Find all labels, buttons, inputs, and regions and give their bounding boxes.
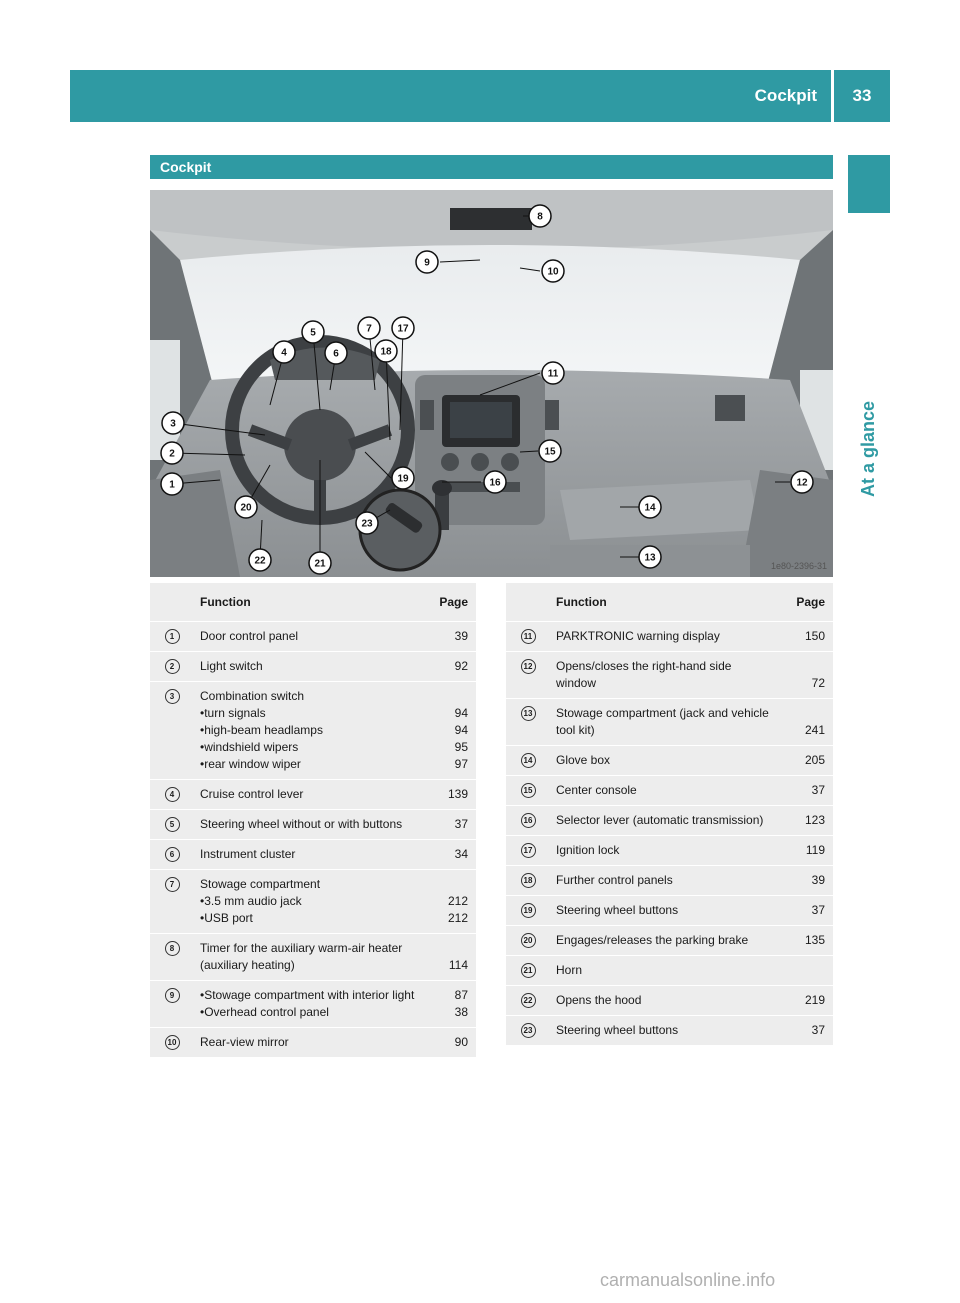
table-row bbox=[150, 810, 476, 840]
callout-number: 13 bbox=[521, 706, 536, 721]
page-cell bbox=[777, 986, 833, 1016]
callout-label: 18 bbox=[380, 346, 392, 358]
function-text: PARKTRONIC warning display bbox=[556, 629, 720, 643]
callout-22 bbox=[249, 549, 271, 571]
callout-label: 23 bbox=[361, 518, 373, 530]
table-row bbox=[150, 622, 476, 652]
page-ref: 241 bbox=[804, 723, 825, 737]
callout-number: 18 bbox=[521, 873, 536, 888]
callout-number: 21 bbox=[521, 963, 536, 978]
callout-number: 19 bbox=[521, 903, 536, 918]
callout-number: 16 bbox=[521, 813, 536, 828]
callout-label: 22 bbox=[254, 555, 266, 567]
page-ref: 219 bbox=[804, 993, 825, 1007]
callout-label: 19 bbox=[397, 473, 409, 485]
page-cell bbox=[420, 810, 476, 840]
page-cell bbox=[777, 806, 833, 836]
page-ref: 123 bbox=[804, 813, 825, 827]
callout-18 bbox=[375, 340, 397, 362]
page-cell bbox=[777, 776, 833, 806]
table-row bbox=[506, 806, 833, 836]
page-cell bbox=[420, 870, 476, 934]
function-cell bbox=[194, 780, 420, 810]
function-text: Stowage compartment bbox=[200, 877, 321, 891]
table-row bbox=[150, 652, 476, 682]
callout-label: 21 bbox=[314, 558, 326, 570]
callout-20 bbox=[235, 496, 257, 518]
callout-number: 8 bbox=[165, 941, 180, 956]
callout-23 bbox=[356, 512, 378, 534]
function-cell bbox=[550, 836, 777, 866]
table-header-row bbox=[506, 583, 833, 622]
function-text: Light switch bbox=[200, 659, 263, 673]
column-number-header bbox=[506, 583, 550, 622]
table-row bbox=[506, 652, 833, 699]
callout-6 bbox=[325, 342, 347, 364]
function-cell bbox=[550, 896, 777, 926]
callout-label: 13 bbox=[644, 552, 656, 564]
callout-label: 4 bbox=[281, 347, 287, 359]
function-text: Engages/releases the parking brake bbox=[556, 933, 749, 947]
function-cell bbox=[194, 622, 420, 652]
table-header-row bbox=[150, 583, 476, 622]
page-ref: 72 bbox=[811, 676, 825, 690]
function-text: • USB port bbox=[200, 910, 416, 927]
page-cell bbox=[420, 840, 476, 870]
callout-21 bbox=[309, 552, 331, 574]
table-row bbox=[150, 870, 476, 934]
function-text: Combination switch bbox=[200, 689, 305, 703]
page-ref: 39 bbox=[811, 873, 825, 887]
function-cell bbox=[550, 956, 777, 986]
column-number-header bbox=[150, 583, 194, 622]
function-cell bbox=[550, 926, 777, 956]
callout-label: 8 bbox=[537, 211, 543, 223]
callout-19 bbox=[392, 467, 414, 489]
function-cell bbox=[194, 870, 420, 934]
page-cell bbox=[420, 652, 476, 682]
callout-number: 1 bbox=[165, 629, 180, 644]
page-ref bbox=[777, 962, 825, 979]
callout-label: 1 bbox=[169, 479, 175, 491]
function-text: Opens the hood bbox=[556, 993, 642, 1007]
table-row bbox=[150, 934, 476, 981]
page-ref: 114 bbox=[448, 958, 468, 972]
function-text: • Stowage compartment with interior light bbox=[200, 987, 416, 1004]
page-ref: 94 bbox=[454, 723, 468, 737]
function-text: • Overhead control panel bbox=[200, 1004, 416, 1021]
table-row bbox=[506, 866, 833, 896]
callout-2 bbox=[161, 442, 183, 464]
table-row bbox=[150, 840, 476, 870]
function-text: Cruise control lever bbox=[200, 787, 304, 801]
function-cell bbox=[550, 776, 777, 806]
function-text: • rear window wiper bbox=[200, 756, 416, 773]
table-row bbox=[506, 776, 833, 806]
function-cell bbox=[550, 1016, 777, 1046]
function-cell bbox=[194, 682, 420, 780]
callout-label: 11 bbox=[547, 368, 559, 380]
function-cell bbox=[194, 840, 420, 870]
function-text: Door control panel bbox=[200, 629, 299, 643]
page-ref bbox=[420, 688, 468, 705]
callout-label: 20 bbox=[240, 502, 252, 514]
table-row bbox=[506, 1016, 833, 1046]
page-ref: 139 bbox=[447, 787, 468, 801]
callout-label: 10 bbox=[547, 266, 559, 278]
table-row bbox=[506, 986, 833, 1016]
column-page-header: Page bbox=[420, 583, 476, 622]
table-row bbox=[506, 699, 833, 746]
page-header bbox=[70, 70, 890, 122]
page-ref: 87 bbox=[454, 988, 468, 1002]
callout-number: 14 bbox=[521, 753, 536, 768]
function-text: Center console bbox=[556, 783, 637, 797]
callout-number: 4 bbox=[165, 787, 180, 802]
function-text: Rear-view mirror bbox=[200, 1035, 289, 1049]
page-cell bbox=[777, 746, 833, 776]
callout-17 bbox=[392, 317, 414, 339]
function-text: • high-beam headlamps bbox=[200, 722, 416, 739]
page-ref: 150 bbox=[804, 629, 825, 643]
watermark: carmanualsonline.info bbox=[600, 1270, 776, 1290]
page-cell bbox=[420, 780, 476, 810]
page-cell bbox=[777, 926, 833, 956]
function-text: • turn signals bbox=[200, 705, 416, 722]
callout-label: 14 bbox=[644, 502, 656, 514]
callout-number: 17 bbox=[521, 843, 536, 858]
function-text: Glove box bbox=[556, 753, 611, 767]
function-text: • windshield wipers bbox=[200, 739, 416, 756]
page-number: 33 bbox=[852, 86, 872, 105]
function-cell bbox=[550, 622, 777, 652]
callout-label: 6 bbox=[333, 348, 339, 360]
header-title: Cockpit bbox=[754, 86, 817, 105]
table-row bbox=[506, 746, 833, 776]
function-text: Steering wheel buttons bbox=[556, 1023, 679, 1037]
page-cell bbox=[777, 836, 833, 866]
function-text: Selector lever (automatic transmission) bbox=[556, 813, 764, 827]
callout-number: 7 bbox=[165, 877, 180, 892]
page-ref: 92 bbox=[454, 659, 468, 673]
callout-5 bbox=[302, 321, 324, 343]
callout-1 bbox=[161, 473, 183, 495]
callout-9 bbox=[416, 251, 438, 273]
callout-12 bbox=[791, 471, 813, 493]
page-ref: 119 bbox=[805, 843, 825, 857]
page-ref: 39 bbox=[454, 629, 468, 643]
function-cell bbox=[550, 986, 777, 1016]
callout-number: 15 bbox=[521, 783, 536, 798]
callout-label: 16 bbox=[489, 477, 501, 489]
page-ref: 37 bbox=[454, 817, 468, 831]
table-row bbox=[506, 926, 833, 956]
callout-7 bbox=[358, 317, 380, 339]
page-cell bbox=[777, 622, 833, 652]
function-cell bbox=[194, 1028, 420, 1058]
callout-4 bbox=[273, 341, 295, 363]
chapter-tab-label: At a glance bbox=[858, 400, 878, 497]
chapter-tab bbox=[848, 155, 890, 835]
callout-10 bbox=[542, 260, 564, 282]
page-cell bbox=[420, 622, 476, 652]
table-row bbox=[506, 956, 833, 986]
callout-label: 12 bbox=[796, 477, 808, 489]
cockpit-figure bbox=[150, 190, 833, 577]
page-ref: 135 bbox=[804, 933, 825, 947]
page-ref: 38 bbox=[454, 1005, 468, 1019]
function-table-left bbox=[150, 583, 476, 1058]
function-text: Timer for the auxiliary warm-air heater (auxiliary heating) bbox=[200, 941, 403, 972]
callout-label: 2 bbox=[169, 448, 175, 460]
page-ref: 95 bbox=[454, 740, 468, 754]
callout-label: 17 bbox=[397, 323, 409, 335]
page-ref: 212 bbox=[447, 911, 468, 925]
table-row bbox=[150, 1028, 476, 1058]
function-cell bbox=[550, 806, 777, 836]
function-text: Stowage compartment (jack and vehicle tool kit) bbox=[556, 706, 769, 737]
page-cell bbox=[777, 652, 833, 699]
function-text: Instrument cluster bbox=[200, 847, 296, 861]
page-ref: 37 bbox=[811, 903, 825, 917]
function-cell bbox=[550, 652, 777, 699]
section-title: Cockpit bbox=[150, 155, 833, 179]
callout-label: 9 bbox=[424, 257, 430, 269]
page-cell bbox=[420, 682, 476, 780]
callout-13 bbox=[639, 546, 661, 568]
function-text: Opens/closes the right-hand side window bbox=[556, 659, 732, 690]
callout-14 bbox=[639, 496, 661, 518]
page-ref: 34 bbox=[454, 847, 468, 861]
callout-number: 2 bbox=[165, 659, 180, 674]
table-row bbox=[506, 896, 833, 926]
page-ref: 212 bbox=[447, 894, 468, 908]
callout-number: 23 bbox=[521, 1023, 536, 1038]
callout-number: 11 bbox=[521, 629, 536, 644]
callout-label: 3 bbox=[170, 418, 176, 430]
table-row bbox=[506, 622, 833, 652]
function-cell bbox=[550, 699, 777, 746]
callout-11 bbox=[542, 362, 564, 384]
function-text: Further control panels bbox=[556, 873, 673, 887]
table-row bbox=[150, 780, 476, 810]
column-page-header: Page bbox=[777, 583, 833, 622]
page-ref: 90 bbox=[454, 1035, 468, 1049]
function-table-right bbox=[506, 583, 833, 1046]
callout-number: 12 bbox=[521, 659, 536, 674]
callout-number: 6 bbox=[165, 847, 180, 862]
page-ref: 205 bbox=[804, 753, 825, 767]
table-row bbox=[150, 682, 476, 780]
callout-8 bbox=[529, 205, 551, 227]
figure-image-code: 1e80-2396-31 bbox=[770, 561, 827, 571]
page-ref: 37 bbox=[811, 1023, 825, 1037]
column-function-header: Function bbox=[194, 583, 420, 622]
page-cell bbox=[777, 866, 833, 896]
table-row bbox=[150, 981, 476, 1028]
callout-number: 3 bbox=[165, 689, 180, 704]
callout-16 bbox=[484, 471, 506, 493]
function-text: • 3.5 mm audio jack bbox=[200, 893, 416, 910]
chapter-tab-marker bbox=[848, 155, 890, 213]
callout-number: 9 bbox=[165, 988, 180, 1003]
callout-label: 5 bbox=[310, 327, 316, 339]
function-text: Steering wheel without or with buttons bbox=[200, 817, 403, 831]
function-cell bbox=[194, 934, 420, 981]
function-text: Ignition lock bbox=[556, 843, 620, 857]
function-cell bbox=[194, 652, 420, 682]
page-cell bbox=[777, 896, 833, 926]
callout-3 bbox=[162, 412, 184, 434]
page-ref: 94 bbox=[454, 706, 468, 720]
function-cell bbox=[550, 866, 777, 896]
page-cell bbox=[777, 1016, 833, 1046]
page-cell bbox=[777, 699, 833, 746]
callout-number: 20 bbox=[521, 933, 536, 948]
callout-number: 22 bbox=[521, 993, 536, 1008]
function-cell bbox=[550, 746, 777, 776]
column-function-header: Function bbox=[550, 583, 777, 622]
callout-number: 10 bbox=[165, 1035, 180, 1050]
page-ref: 97 bbox=[454, 757, 468, 771]
function-text: Horn bbox=[556, 963, 583, 977]
callout-number: 5 bbox=[165, 817, 180, 832]
function-cell bbox=[194, 810, 420, 840]
page-ref bbox=[420, 876, 468, 893]
callout-label: 7 bbox=[366, 323, 372, 335]
table-row bbox=[506, 836, 833, 866]
page-cell bbox=[420, 1028, 476, 1058]
function-cell bbox=[194, 981, 420, 1028]
page-ref: 37 bbox=[811, 783, 825, 797]
page-cell bbox=[420, 934, 476, 981]
page-cell bbox=[420, 981, 476, 1028]
callout-label: 15 bbox=[544, 446, 556, 458]
callout-15 bbox=[539, 440, 561, 462]
function-text: Steering wheel buttons bbox=[556, 903, 679, 917]
page-cell bbox=[777, 956, 833, 986]
